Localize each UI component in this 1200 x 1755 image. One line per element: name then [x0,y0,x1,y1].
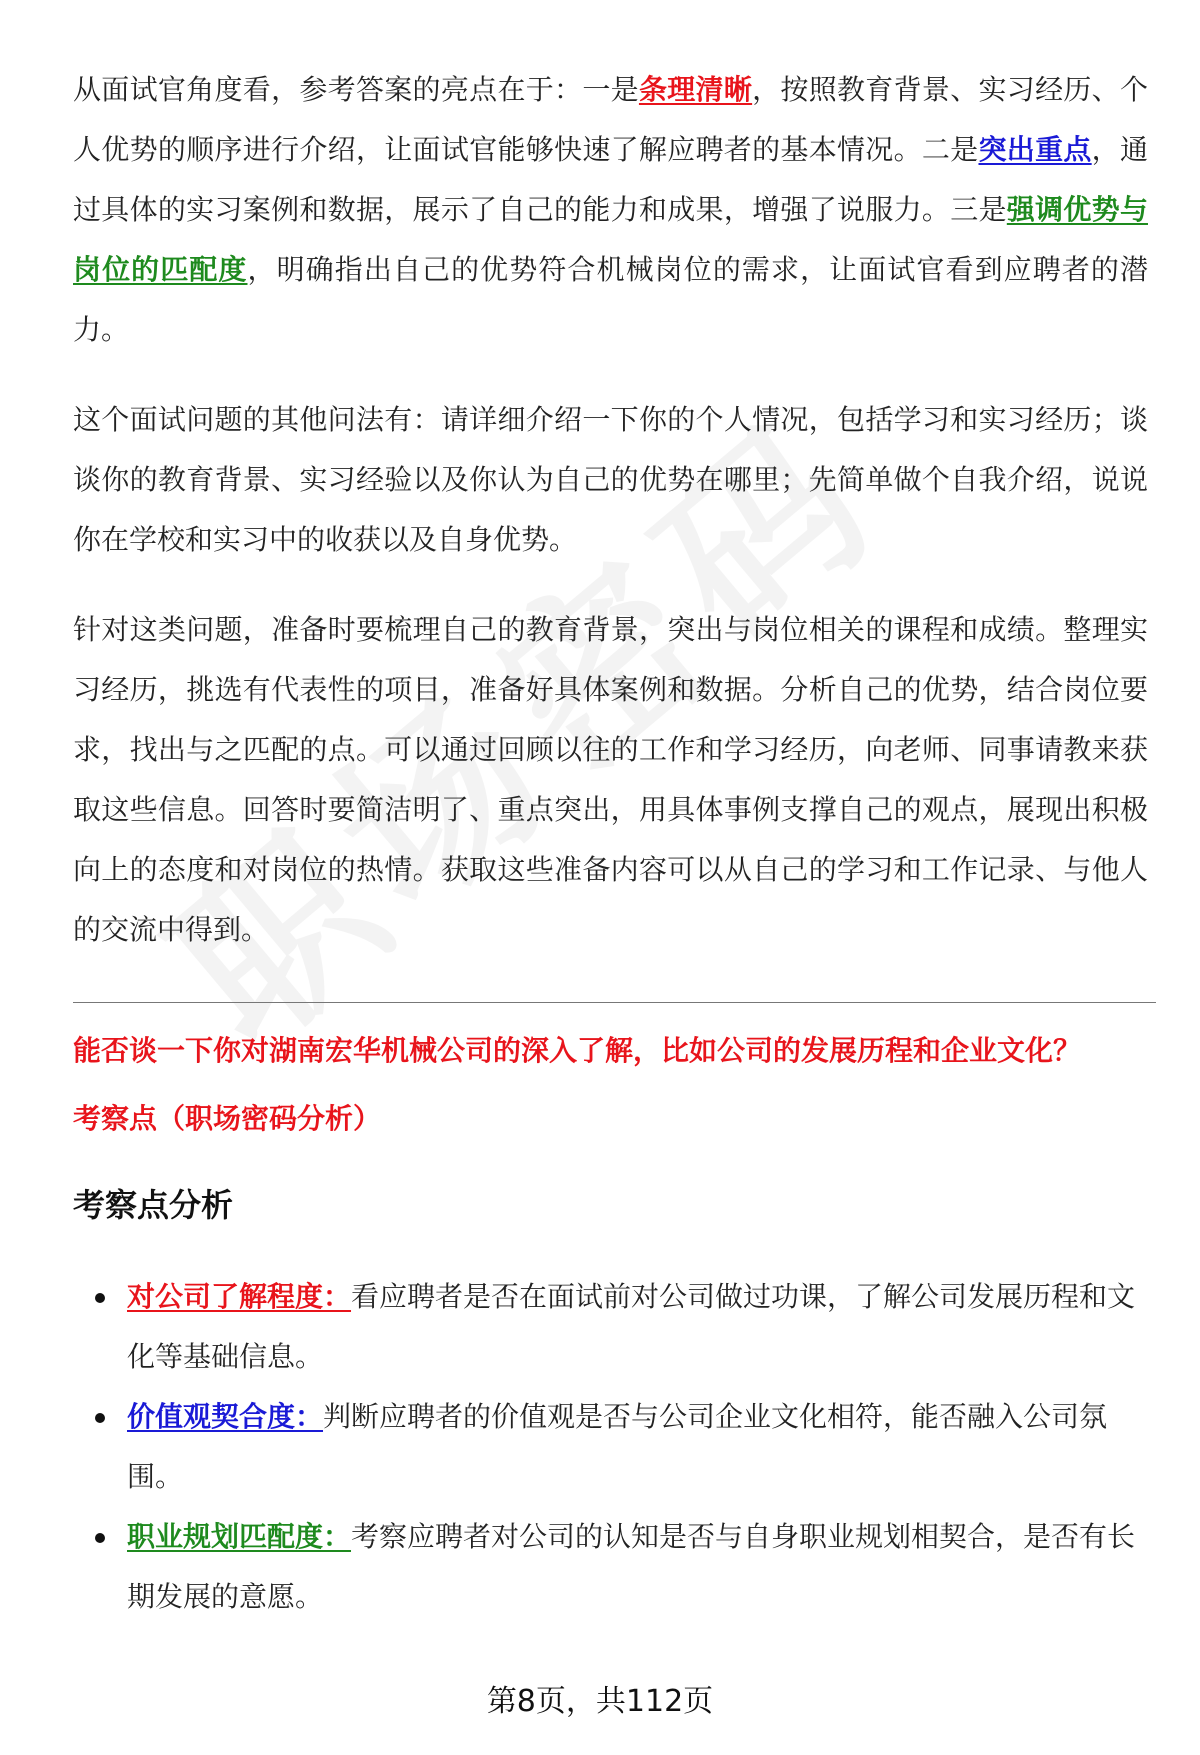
assessment-points-list [73,1267,1148,1627]
list-item [73,1387,1148,1507]
paragraph-text: ，按照教育背景、实习经历、个人优势的顺序进行介绍，让面试官能够快速了解应聘者的基本情况。二是 [73,73,1148,166]
highlight-job-match: 强调优势与岗位的匹配度 [73,193,1148,286]
paragraph-text: ，通过具体的实习案例和数据，展示了自己的能力和成果，增强了说服力。三是 [73,133,1148,226]
paragraph-text: ，明确指出自己的优势符合机械岗位的需求，让面试官看到应聘者的潜力。 [73,253,1148,346]
interview-question: 能否谈一下你对湖南宏华机械公司的深入了解，比如公司的发展历程和企业文化？ [73,1034,1082,1067]
bullet-label: 对公司了解程度： [127,1280,352,1313]
section-divider [73,1002,1156,1003]
bullet-icon [95,1293,105,1303]
paragraph-text: 从面试官角度看，参考答案的亮点在于：一是 [73,73,639,106]
bullet-label: 价值观契合度： [127,1400,324,1433]
section-title: 考察点分析 [73,1186,234,1224]
page-number: 第8页，共112页 [486,1684,714,1719]
bullet-text: 看应聘者是否在面试前对公司做过功课，了解公司发展历程和文化等基础信息。 [127,1280,1136,1373]
highlight-key-points: 突出重点 [978,133,1092,166]
list-item [73,1267,1148,1387]
bullet-text: 判断应聘者的价值观是否与公司企业文化相符，能否融入公司氛围。 [127,1400,1108,1493]
bullet-icon [95,1533,105,1543]
analysis-paragraph [73,60,1148,360]
list-item [73,1507,1148,1627]
alternative-questions-paragraph: 这个面试问题的其他问法有：请详细介绍一下你的个人情况，包括学习和实习经历；谈谈你的教育背景、实习经验以及你认为自己的优势在哪里；先简单做个自我介绍，说说你在学校和实习中的收获以及自身优势。 [73,403,1148,556]
highlight-clear-structure: 条理清晰 [638,73,753,106]
bullet-icon [95,1413,105,1423]
bullet-text: 考察应聘者对公司的认知是否与自身职业规划相契合，是否有长期发展的意愿。 [127,1520,1136,1613]
page-content [73,60,1148,1627]
analysis-subheading: 考察点（职场密码分析） [73,1102,382,1135]
preparation-paragraph: 针对这类问题，准备时要梳理自己的教育背景，突出与岗位相关的课程和成绩。整理实习经历，挑选有代表性的项目，准备好具体案例和数据。分析自己的优势，结合岗位要求，找出与之匹配的点。可以通过回顾以往的工作和学习经历，向老师、同事请教来获取这些信息。回答时要简洁明了、重点突出，用具体事例支撑自己的观点，展现出积极向上的态度和对岗位的热情。获取这些准备内容可以从自己的学习和工作记录、与他人的交流中得到。 [73,613,1148,946]
bullet-label: 职业规划匹配度： [127,1520,352,1553]
